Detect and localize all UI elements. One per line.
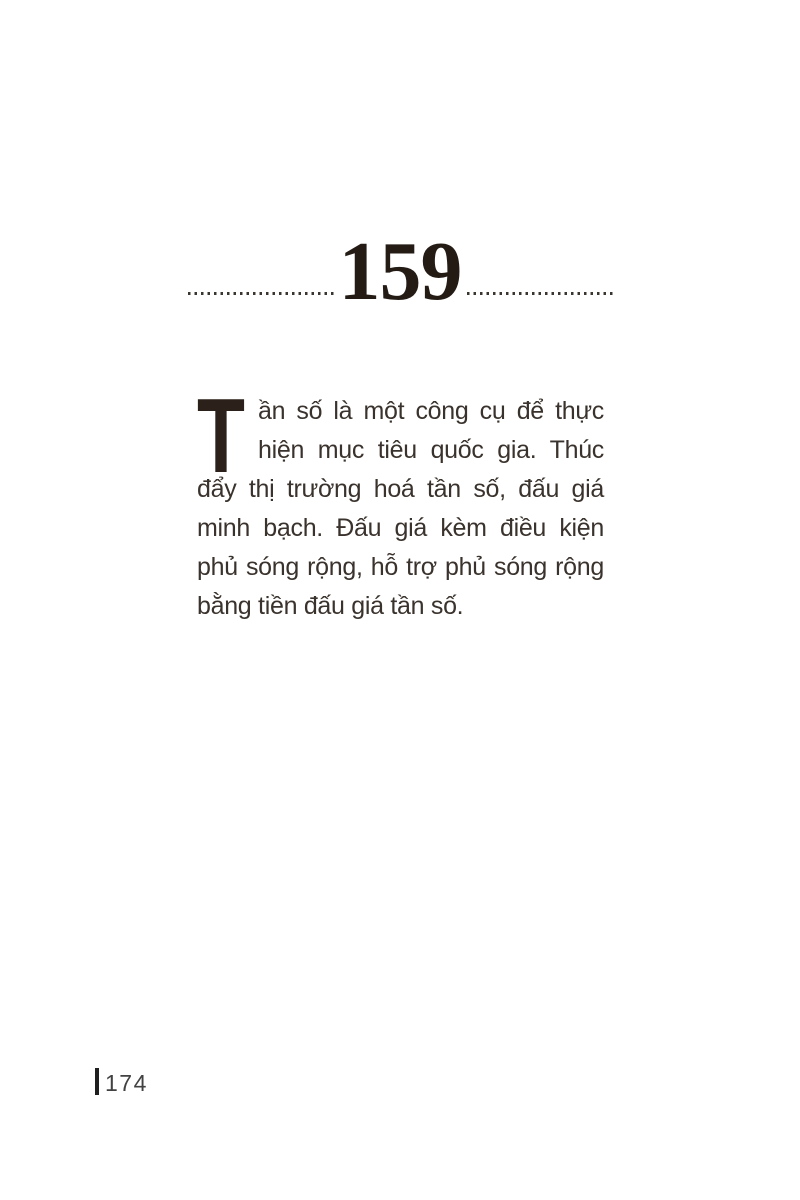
chapter-number: 159 xyxy=(338,225,462,318)
footer-divider-bar xyxy=(95,1068,99,1095)
drop-cap-letter: T xyxy=(197,377,245,495)
page-number: 174 xyxy=(105,1070,148,1096)
dotted-line-left xyxy=(188,292,334,295)
body-paragraph xyxy=(197,377,604,626)
paragraph-text: ần số là một công cụ để thực hiện mục tiêu quốc gia. Thúc đẩy thị trường hoá tần số, đấu giá minh bạch. Đấu giá kèm điều kiện phủ sóng rộng, hỗ trợ phủ sóng rộng bằng tiền đấu giá tần số. xyxy=(197,397,604,620)
chapter-heading xyxy=(0,225,800,318)
page-footer xyxy=(95,1068,148,1095)
dotted-line-right xyxy=(467,292,613,295)
